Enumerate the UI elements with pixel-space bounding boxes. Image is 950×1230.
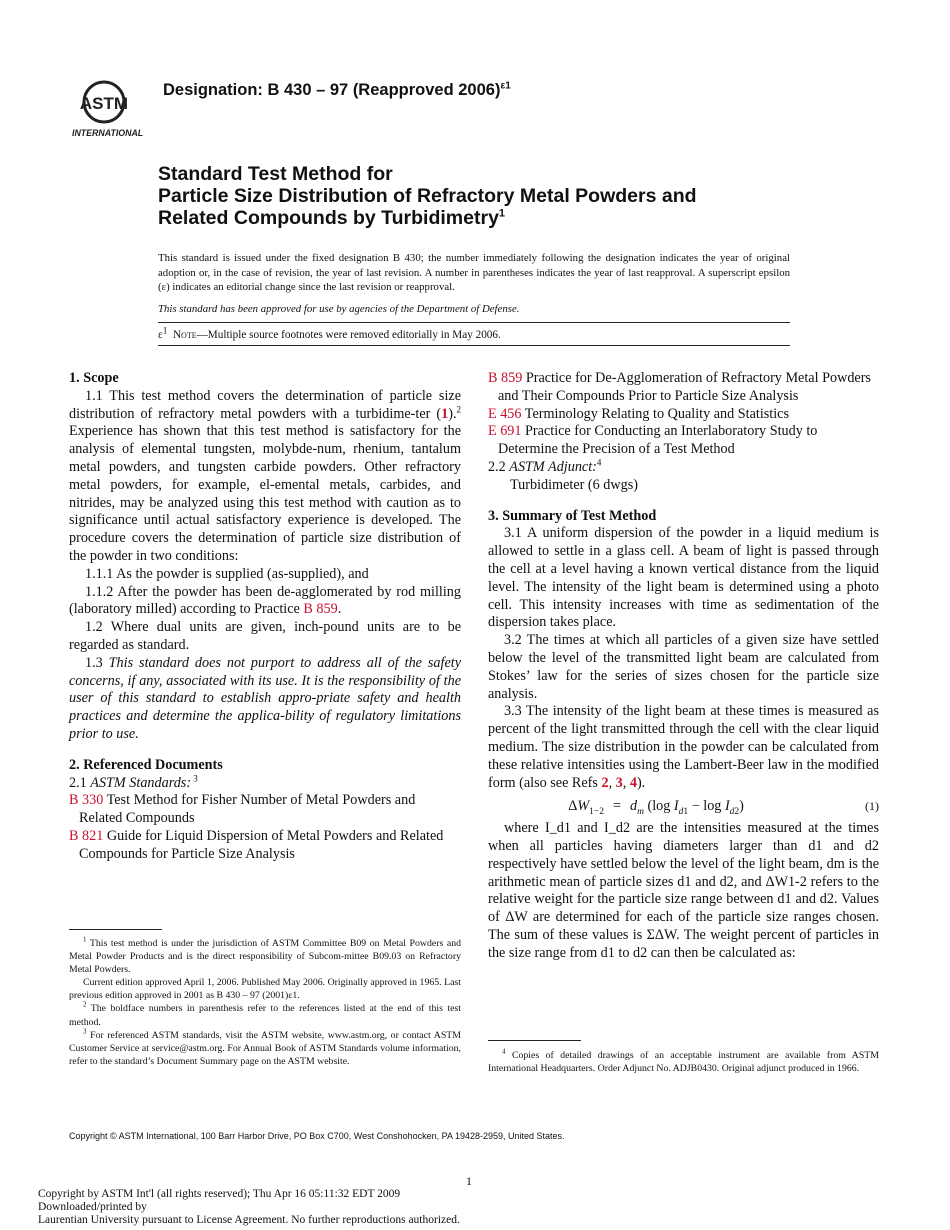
note-text: —Multiple source footnotes were removed editorially in May 2006.	[196, 329, 501, 341]
subsection-2-2	[488, 459, 879, 477]
section-heading-summary: 3. Summary of Test Method	[488, 507, 657, 524]
fn-text: The boldface numbers in parenthesis refer to the references listed at the end of this test method.	[69, 1003, 461, 1028]
paragraph-1-2: 1.2 Where dual units are given, inch-pound units are to be regarded as standard.	[69, 619, 461, 653]
footnote-3	[69, 1029, 461, 1068]
divider	[158, 322, 790, 323]
footnote-4	[488, 1049, 879, 1075]
ref-item-b821	[69, 828, 461, 864]
link-b859[interactable]: B 859	[303, 601, 338, 618]
link-b859-ref[interactable]: B 859	[488, 370, 523, 386]
reference-link-1[interactable]: 1	[441, 405, 449, 422]
footnote-ref-4[interactable]: 4	[596, 457, 602, 468]
fn-text: Current edition approved April 1, 2006. Published May 2006. Originally approved in 1965. Last previous edition approved in 2001 as B 430 – 97 (2001)ε1.	[69, 977, 461, 1002]
link-b330[interactable]: B 330	[69, 792, 104, 809]
fn-sup: 1	[83, 935, 87, 944]
paragraph-1-1: 1.1 This test method covers the determination of particle size distribution of refractory metal powders with a turbidime-ter (1).$^2$ Experience has shown that this test method is satisfactory for the analysis of elemental tungsten, molybde-num, rhenium, tantalum metal powders, and tungsten carbide powders. Other refractory metal powders, for example, el-emental metals, carbides, and nitrides, may be analyzed using this test method with caution as to significance until actual satisfactory experience is developed. The procedure covers the determination of particle size distribution of the powder in two conditions:	[69, 387, 461, 564]
issued-notice: This standard is issued under the fixed designation B 430; the number immediately following the designation indicates the year of original adoption or, in the case of revision, the year of last revision. A number in parentheses indicates the year of last reapproval. A superscript epsilon (ε) indicates an editorial change since the last revision or reapproval.	[158, 252, 790, 293]
eps-sup: 1	[162, 326, 168, 337]
ref-item-b859	[488, 370, 879, 406]
equation-equals: =	[612, 798, 621, 815]
ref-text: Terminology Relating to Quality and Statistics	[521, 405, 789, 422]
footnote-divider	[69, 929, 162, 930]
title-line-3-text: Related Compounds by Turbidimetry	[158, 207, 499, 229]
reference-link-4[interactable]: 4	[629, 774, 637, 791]
p1-3-text: This standard does not purport to address all of the safety concerns, if any, associated with its use. It is the responsibility of the user of this standard to establish appro-priate safety and health practices and determine the applica-bility of regulatory limitations prior to use.	[69, 654, 461, 742]
paragraph-after-equation: where I_d1 and I_d2 are the intensities measured at the times when all particles having diameters larger than d1 and d2 respectively have settled below the level of the light beam, dm is the arithmetic mean of particle sizes d1 and d2, and ΔW1-2 refers to the relative weight for the particle size range between d1 and d2. Values of ΔW are determined for each of the particle size ranges chosen. The sum of these values is ΣΔW. The weight percent of particles in the size range from d1 to d2 can then be calculated as:	[488, 820, 879, 961]
divider	[158, 345, 790, 346]
document-title	[158, 163, 838, 229]
title-footnote-ref[interactable]: 1	[498, 207, 506, 220]
adjunct-label: ASTM Adjunct:	[509, 458, 597, 475]
equation-rhs: $d_m$ (log $I_{d1} - \log I_{d2}$)	[630, 798, 744, 818]
link-e456[interactable]: E 456	[488, 405, 522, 422]
astm-logo	[70, 78, 150, 138]
designation-text: Designation: B 430 – 97 (Reapproved 2006)	[163, 81, 501, 99]
fn-sup: 3	[83, 1027, 87, 1036]
right-column	[488, 370, 879, 963]
epsilon-note	[158, 326, 501, 341]
p1-3-num: 1.3	[85, 654, 109, 671]
p1-1-2-text: 1.1.2 After the powder has been de-agglomerated by rod milling (laboratory milled) according to Practice	[69, 583, 461, 618]
subsection-2-1	[69, 772, 461, 793]
eps-symbol: ε	[158, 329, 163, 341]
svg-text:ASTM: ASTM	[79, 94, 129, 113]
equation-number: (1)	[865, 799, 879, 814]
logo-lettering: INTERNATIONAL	[72, 128, 144, 138]
download-line-3: Laurentian University pursuant to License Agreement. No further reproductions authorized.	[38, 1214, 460, 1226]
paragraph-1-1-1: 1.1.1 As the powder is supplied (as-supplied), and	[85, 565, 369, 582]
reference-link-2[interactable]: 2	[601, 774, 609, 791]
ref-text: Guide for Liquid Dispersion of Metal Powders and Related Compounds for Particle Size Analysis	[79, 827, 444, 862]
ref-item-e456	[488, 406, 879, 424]
sub-num: 2.1	[69, 774, 91, 791]
ref-text: Practice for De-Agglomeration of Refractory Metal Powders and Their Compounds Prior to Particle Size Analysis	[498, 370, 871, 404]
footnote-1-edition	[69, 976, 461, 1002]
fn-text: Copies of detailed drawings of an acceptable instrument are available from ASTM International Headquarters. Order Adjunct No. ADJB0430. Original adjunct produced in 1966.	[488, 1050, 879, 1075]
download-notice	[38, 1188, 460, 1227]
link-e691[interactable]: E 691	[488, 423, 522, 440]
designation	[163, 81, 511, 100]
adjunct-item: Turbidimeter (6 dwgs)	[510, 476, 638, 493]
paragraph-1-3	[69, 655, 461, 744]
left-column	[69, 370, 461, 864]
paragraph-3-3: 3.3 The intensity of the light beam at these times is measured as percent of the light transmitted through the cell with the clear liquid medium. The size distribution in the powder can be calculated from these relative intensities using the Lambert-Beer law in the modified form (also see Refs 2, 3, 4).	[488, 703, 879, 791]
dod-notice: This standard has been approved for use by agencies of the Department of Defense.	[158, 303, 520, 315]
adjunct-num: 2.2	[488, 458, 510, 475]
footnotes-right	[488, 1049, 879, 1075]
p1-1-text-a: 1.1 This test method covers the determination of particle size distribution of refractory metal powders with a turbidime-ter (	[69, 387, 461, 422]
link-b821[interactable]: B 821	[69, 827, 104, 844]
designation-epsilon: ε1	[500, 80, 511, 92]
copyright-line: Copyright © ASTM International, 100 Barr Harbor Drive, PO Box C700, West Conshohocken, PA 19428-2959, United States.	[69, 1131, 565, 1141]
section-heading-refdocs: 2. Referenced Documents	[69, 756, 223, 773]
ref-text: Practice for Conducting an Interlaboratory Study to Determine the Precision of a Test Method	[498, 423, 818, 458]
fn-text: For referenced ASTM standards, visit the ASTM website, www.astm.org, or contact ASTM Customer Service at service@astm.org. For Annual Book of ASTM Standards volume information, refer to the standard’s Document Summary page on the ASTM website.	[69, 1029, 461, 1067]
footnote-divider	[488, 1040, 581, 1041]
footnote-2	[69, 1002, 461, 1028]
download-line-2: Downloaded/printed by	[38, 1201, 147, 1213]
title-line-3	[158, 207, 838, 229]
equation-1	[488, 798, 879, 816]
p1-1-2-end: .	[337, 601, 342, 618]
paragraph-3-1: 3.1 A uniform dispersion of the powder in a liquid medium is allowed to settle in a glass cell. A beam of light is passed through the cell at a level having a known vertical distance from the liquid level. The intensity of the light beam is determined using a photo cell. This intensity increases with time as sedimentation of the dispersion takes place.	[488, 525, 879, 631]
note-label: Note	[172, 329, 197, 341]
footnotes-left	[69, 937, 461, 1068]
paragraph-3-2: 3.2 The times at which all particles of a given size have settled below the level of the transmitted light beam are calculated from Stokes’ law for the series of sizes chosen for the particle size analysis.	[488, 632, 879, 702]
page-number: 1	[466, 1174, 472, 1188]
p3-3-text: 3.3 The intensity of the light beam at these times is measured as percent of the light transmitted through the cell with the clear liquid medium. The size distribution in the powder can be calculated from these relative intensities using the Lambert-Beer law in the modified form (also see Refs	[488, 703, 879, 791]
footnote-1	[69, 937, 461, 976]
fn-text: This test method is under the jurisdiction of ASTM Committee B09 on Metal Powders and Metal Powder Products and is the direct responsibility of Subcom-mittee B09.03 on Refractory Metal Powders.	[69, 938, 461, 976]
reference-link-3[interactable]: 3	[615, 774, 623, 791]
footnote-ref-3[interactable]: 3	[191, 772, 198, 783]
footnote-ref-2[interactable]: 2	[456, 403, 461, 414]
ref-text: Test Method for Fisher Number of Metal Powders and Related Compounds	[79, 792, 416, 827]
ref-item-b330	[69, 792, 461, 828]
ref-item-e691	[488, 423, 879, 459]
fn-sup: 2	[83, 1001, 87, 1010]
title-line-1: Standard Test Method for	[158, 163, 393, 185]
p1-1-text-b: Experience has shown that this test method is satisfactory for the analysis of elemental tungsten, molybde-num, rhenium, tantalum metal powders, and tungsten carbide powders. Other refractory metal powders, for example, el-emental metals, carbides, and nitrides, may be analyzed using this test method with caution as to significance until actual satisfactory experience is developed. The procedure covers the determination of particle size distribution of the powder in two conditions:	[69, 423, 461, 564]
sub-label: ASTM Standards:	[90, 774, 192, 791]
equation-lhs: $\Delta W_{1-2}$	[568, 798, 604, 818]
section-heading-scope: 1. Scope	[69, 370, 119, 386]
download-line-1: Copyright by ASTM Int'l (all rights reserved); Thu Apr 16 05:11:32 EDT 2009	[38, 1188, 401, 1200]
title-line-2: Particle Size Distribution of Refractory Metal Powders and	[158, 185, 697, 207]
fn-sup: 4	[502, 1047, 506, 1056]
paragraph-1-1-2	[69, 584, 461, 620]
